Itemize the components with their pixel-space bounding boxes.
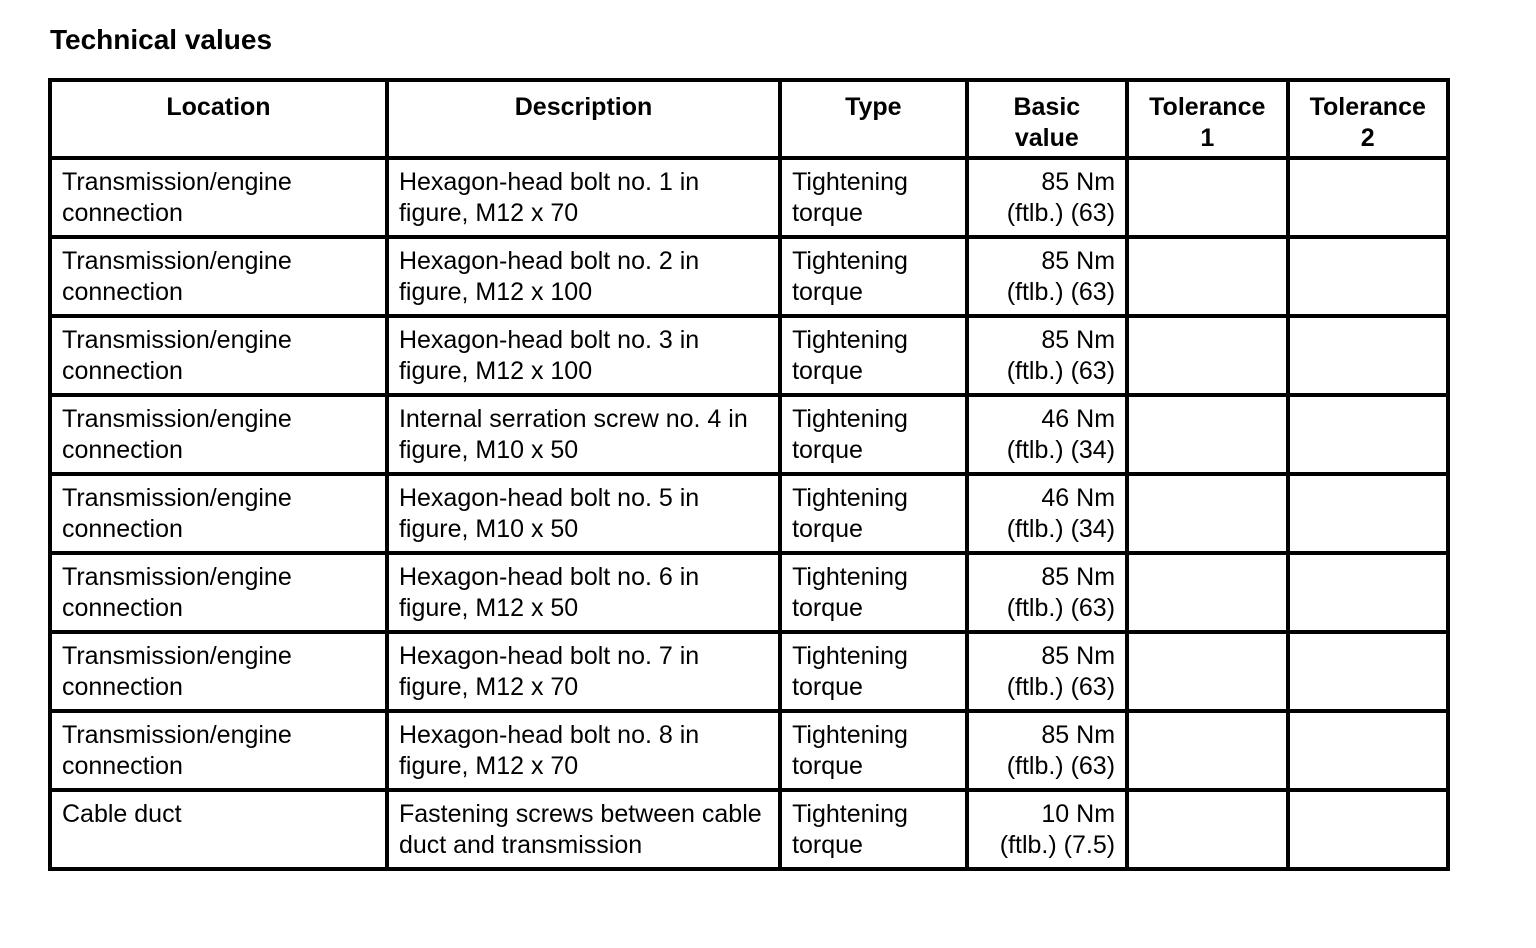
technical-values-table [48, 78, 1450, 871]
table-row [50, 632, 1448, 711]
tolerance-2-cell [1288, 395, 1449, 474]
description-cell: Fastening screws between cable duct and transmission [387, 790, 780, 869]
location-cell: Transmission/engine connection [50, 474, 387, 553]
type-cell: Tightening torque [780, 395, 967, 474]
location-cell: Transmission/engine connection [50, 711, 387, 790]
tolerance-1-cell [1127, 632, 1287, 711]
description-cell: Hexagon-head bolt no. 2 in figure, M12 x 100 [387, 237, 780, 316]
tolerance-2-cell [1288, 474, 1449, 553]
table-row [50, 316, 1448, 395]
basic-value-cell: 85 Nm (ftlb.) (63) [967, 237, 1127, 316]
table-row [50, 474, 1448, 553]
basic-value-cell: 85 Nm (ftlb.) (63) [967, 553, 1127, 632]
location-cell: Transmission/engine connection [50, 316, 387, 395]
header-location: Location [50, 80, 387, 158]
header-type: Type [780, 80, 967, 158]
basic-value-cell: 10 Nm (ftlb.) (7.5) [967, 790, 1127, 869]
tolerance-1-cell [1127, 790, 1287, 869]
tolerance-1-cell [1127, 395, 1287, 474]
type-cell: Tightening torque [780, 158, 967, 237]
type-cell: Tightening torque [780, 711, 967, 790]
tolerance-2-cell [1288, 237, 1449, 316]
page-title: Technical values [50, 24, 273, 55]
basic-value-cell: 46 Nm (ftlb.) (34) [967, 395, 1127, 474]
tolerance-1-cell [1127, 237, 1287, 316]
tolerance-2-cell [1288, 553, 1449, 632]
location-cell: Transmission/engine connection [50, 395, 387, 474]
description-cell: Hexagon-head bolt no. 8 in figure, M12 x 70 [387, 711, 780, 790]
header-row [50, 80, 1448, 158]
table-row [50, 158, 1448, 237]
basic-value-cell: 46 Nm (ftlb.) (34) [967, 474, 1127, 553]
type-cell: Tightening torque [780, 237, 967, 316]
tolerance-2-cell [1288, 711, 1449, 790]
tolerance-1-cell [1127, 158, 1287, 237]
location-cell: Cable duct [50, 790, 387, 869]
header-basic-value: Basic value [967, 80, 1127, 158]
tolerance-2-cell [1288, 632, 1449, 711]
type-cell: Tightening torque [780, 474, 967, 553]
table-row [50, 237, 1448, 316]
location-cell: Transmission/engine connection [50, 158, 387, 237]
header-description: Description [387, 80, 780, 158]
tolerance-1-cell [1127, 711, 1287, 790]
table-row [50, 711, 1448, 790]
type-cell: Tightening torque [780, 553, 967, 632]
type-cell: Tightening torque [780, 632, 967, 711]
basic-value-cell: 85 Nm (ftlb.) (63) [967, 316, 1127, 395]
type-cell: Tightening torque [780, 316, 967, 395]
description-cell: Hexagon-head bolt no. 1 in figure, M12 x 70 [387, 158, 780, 237]
location-cell: Transmission/engine connection [50, 632, 387, 711]
description-cell: Hexagon-head bolt no. 5 in figure, M10 x 50 [387, 474, 780, 553]
header-tolerance-2: Tolerance 2 [1288, 80, 1449, 158]
description-cell: Hexagon-head bolt no. 7 in figure, M12 x 70 [387, 632, 780, 711]
tolerance-1-cell [1127, 474, 1287, 553]
location-cell: Transmission/engine connection [50, 553, 387, 632]
location-cell: Transmission/engine connection [50, 237, 387, 316]
tolerance-2-cell [1288, 158, 1449, 237]
table-row [50, 395, 1448, 474]
tolerance-2-cell [1288, 316, 1449, 395]
tolerance-2-cell [1288, 790, 1449, 869]
tolerance-1-cell [1127, 553, 1287, 632]
basic-value-cell: 85 Nm (ftlb.) (63) [967, 632, 1127, 711]
description-cell: Hexagon-head bolt no. 3 in figure, M12 x 100 [387, 316, 780, 395]
type-cell: Tightening torque [780, 790, 967, 869]
description-cell: Hexagon-head bolt no. 6 in figure, M12 x 50 [387, 553, 780, 632]
table-row [50, 553, 1448, 632]
description-cell: Internal serration screw no. 4 in figure, M10 x 50 [387, 395, 780, 474]
basic-value-cell: 85 Nm (ftlb.) (63) [967, 711, 1127, 790]
basic-value-cell: 85 Nm (ftlb.) (63) [967, 158, 1127, 237]
tolerance-1-cell [1127, 316, 1287, 395]
table-row [50, 790, 1448, 869]
header-tolerance-1: Tolerance 1 [1127, 80, 1287, 158]
